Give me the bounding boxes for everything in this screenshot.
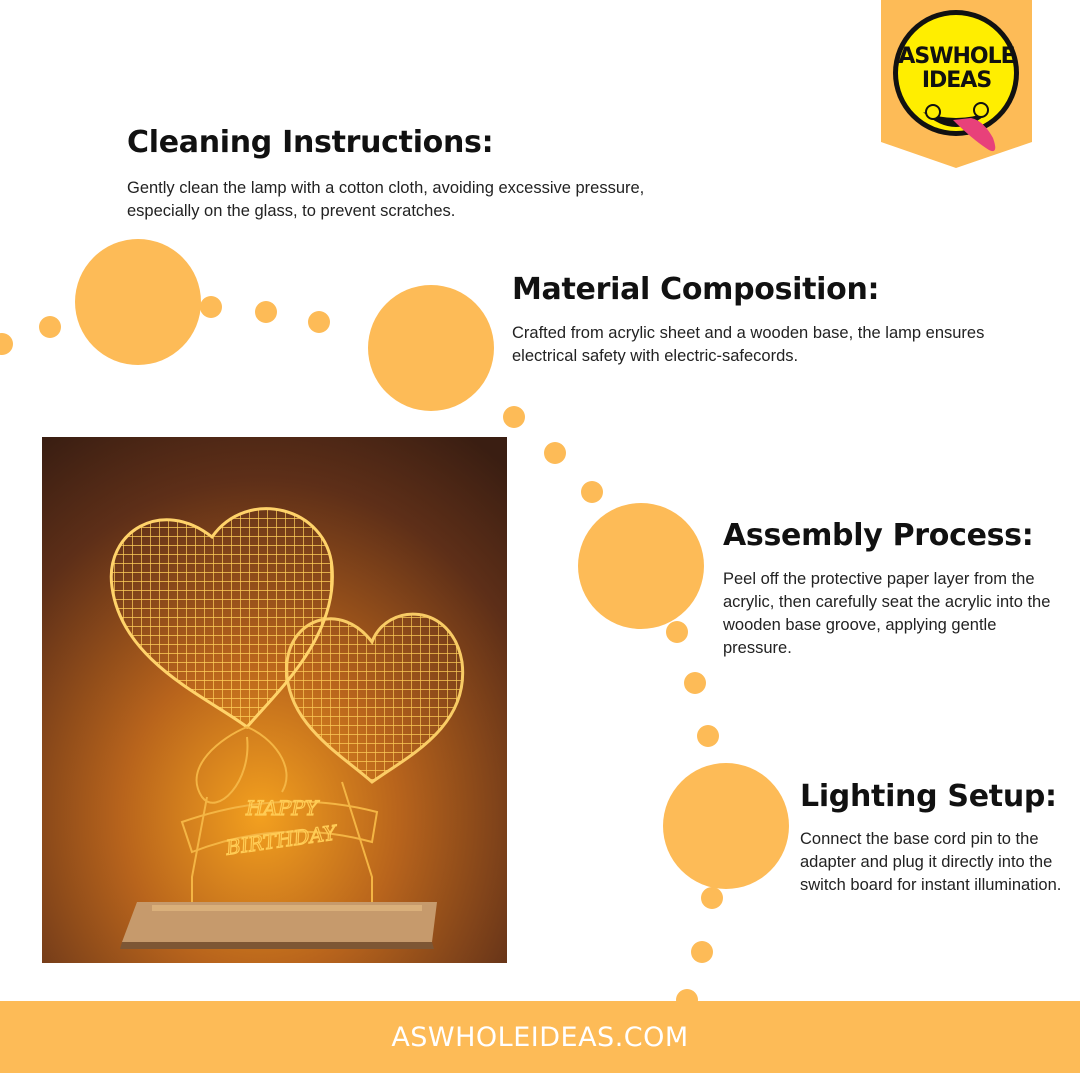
- footer-website-link[interactable]: ASWHOLEIDEAS.COM: [391, 1021, 689, 1053]
- material-heading: Material Composition:: [512, 272, 880, 307]
- large-dot: [368, 285, 494, 411]
- heart-lamp-image: [42, 437, 507, 963]
- assembly-text: Peel off the protective paper layer from the acrylic, then carefully seat the acrylic into the wooden base groove, applying gentle pressure.: [723, 570, 1051, 657]
- cleaning-heading: Cleaning Instructions:: [127, 125, 494, 160]
- assembly-heading: Assembly Process:: [723, 518, 1034, 553]
- cleaning-text: Gently clean the lamp with a cotton cloth, avoiding excessive pressure, especially on the glass, to prevent scratches.: [127, 179, 645, 220]
- lighting-heading: Lighting Setup:: [800, 779, 1057, 814]
- large-dot: [578, 503, 704, 629]
- logo-text-line2: IDEAS: [921, 68, 992, 93]
- lighting-text: Connect the base cord pin to the adapter and plug it directly into the switch board for instant illumination.: [800, 830, 1062, 894]
- footer-bar: [0, 1001, 1080, 1073]
- lamp-text-birthday: BIRTHDAY: [224, 820, 338, 860]
- brand-logo[interactable]: [881, 0, 1032, 168]
- large-dot: [75, 239, 201, 365]
- product-photo: [42, 437, 507, 963]
- large-dot: [663, 763, 789, 889]
- logo-text-line1: ASWHOLE: [898, 44, 1015, 69]
- material-text: Crafted from acrylic sheet and a wooden base, the lamp ensures electrical safety with electric-safecords.: [512, 324, 985, 365]
- lamp-text-happy: HAPPY: [245, 796, 319, 820]
